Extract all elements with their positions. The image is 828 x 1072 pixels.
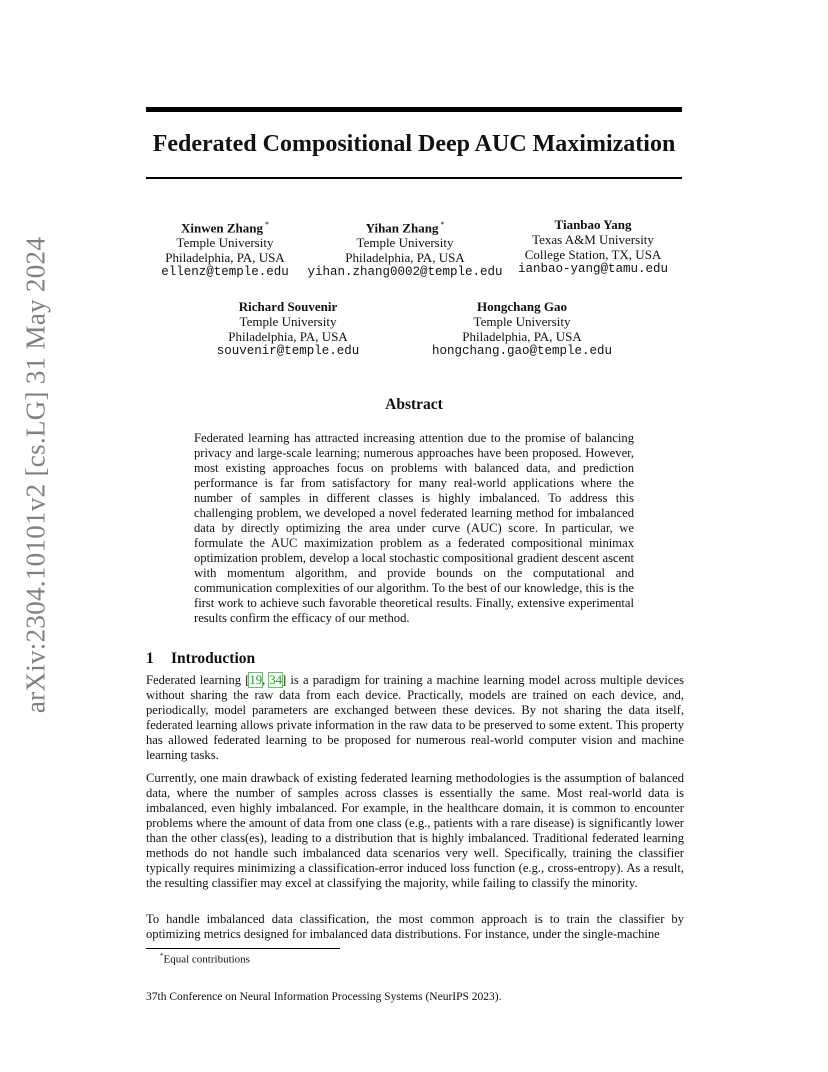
abstract-heading: Abstract xyxy=(385,396,443,413)
author-email[interactable]: hongchang.gao@temple.edu xyxy=(431,344,613,358)
author-name: Xinwen Zhang * xyxy=(181,220,269,236)
author-location: Philadelphia, PA, USA xyxy=(462,329,582,344)
author-name: Tianbao Yang xyxy=(554,217,632,232)
author-affiliation: Temple University xyxy=(473,314,571,329)
author-location: Philadelphia, PA, USA xyxy=(165,250,285,266)
author-email[interactable]: ianbao-yang@tamu.edu xyxy=(517,262,669,276)
abstract-text: Federated learning has attracted increasing attention due to the promise of balancing privacy and large-scale learning; numerous approaches have been proposed. However, most existing approaches focus on problems with balanced data, and prediction performance is far from satisfactory for many real-world applications where the number of samples in different classes is highly imbalanced. To address this challenging problem, we developed a novel federated learning method for imbalanced data by directly optimizing the area under curve (AUC) score. In particular, we formulate the AUC maximization problem as a federated compositional minimax optimization problem, develop a local stochastic compositional gradient descent ascent with momentum algorithm, and provide bounds on the computational and communication complexities of our algorithm. To the best of our knowledge, this is the first work to achieve such favorable theoretical results. Finally, extensive experimental results confirm the efficacy of our method. xyxy=(194,431,634,625)
author-location: Philadelphia, PA, USA xyxy=(228,329,348,344)
author-block xyxy=(212,299,364,359)
footnote-rule xyxy=(146,948,340,949)
section-number: 1 xyxy=(146,650,154,667)
section-title: Introduction xyxy=(171,650,256,667)
title-top-rule xyxy=(146,107,682,112)
section-heading xyxy=(146,650,255,668)
title-bottom-rule xyxy=(146,177,682,179)
intro-paragraph: To handle imbalanced data classification, the most common approach is to train the classifier by optimizing metrics designed for imbalanced data distributions. For instance, under the single-machine xyxy=(146,912,684,941)
author-block xyxy=(305,217,505,280)
author-affiliation: Temple University xyxy=(356,235,454,251)
author-affiliation: Temple University xyxy=(239,314,337,329)
author-email[interactable]: ellenz@temple.edu xyxy=(161,265,289,280)
author-location: College Station, TX, USA xyxy=(524,247,662,262)
author-block xyxy=(510,217,676,277)
intro-paragraph: Currently, one main drawback of existing federated learning methodologies is the assumption of balanced data, where the number of samples across classes is essentially the same. Most real-world data is imbalanced, even highly imbalanced. For example, in the healthcare domain, it is common to encounter problems where the amount of data from one class (e.g., patients with a rare disease) is significantly lower than the other class(es), leading to a distribution that is highly imbalanced. Traditional federated learning methods do not handle such imbalanced data scenarios very well. Specifically, training the classifier typically requires minimizing a classification-error induced loss function (e.g., cross-entropy). As a result, the resulting classifier may excel at classifying the majority, while failing to classify the minority. xyxy=(146,771,684,890)
author-block xyxy=(422,299,622,359)
author-email[interactable]: souvenir@temple.edu xyxy=(216,344,360,358)
author-name: Richard Souvenir xyxy=(238,299,338,314)
arxiv-identifier: arXiv:2304.10101v2 [cs.LG] 31 May 2024 xyxy=(20,236,51,714)
citation-link[interactable]: 19 xyxy=(249,673,263,687)
author-block xyxy=(145,217,305,280)
author-email[interactable]: yihan.zhang0002@temple.edu xyxy=(307,265,503,280)
author-affiliation: Texas A&M University xyxy=(532,232,654,247)
author-name: Hongchang Gao xyxy=(477,299,567,314)
footnote: *Equal contributions xyxy=(160,952,250,966)
conference-footer: 37th Conference on Neural Information Processing Systems (NeurIPS 2023). xyxy=(146,991,502,1003)
author-affiliation: Temple University xyxy=(176,235,274,251)
intro-paragraph: Federated learning [19, 34] is a paradigm for training a machine learning model across multiple devices without sharing the raw data from each device. Practically, models are trained on each device, and, periodically, model parameters are exchanged between these devices. By not sharing the data itself, federated learning allows private information in the raw data to be preserved to some extent. This property has allowed federated learning to be proposed for numerous real-world computer vision and machine learning tasks. xyxy=(146,673,685,762)
author-name: Yihan Zhang * xyxy=(365,220,445,236)
citation-link[interactable]: 34 xyxy=(269,673,283,687)
author-location: Philadelphia, PA, USA xyxy=(345,250,465,266)
paper-title: Federated Compositional Deep AUC Maximization xyxy=(152,131,676,157)
